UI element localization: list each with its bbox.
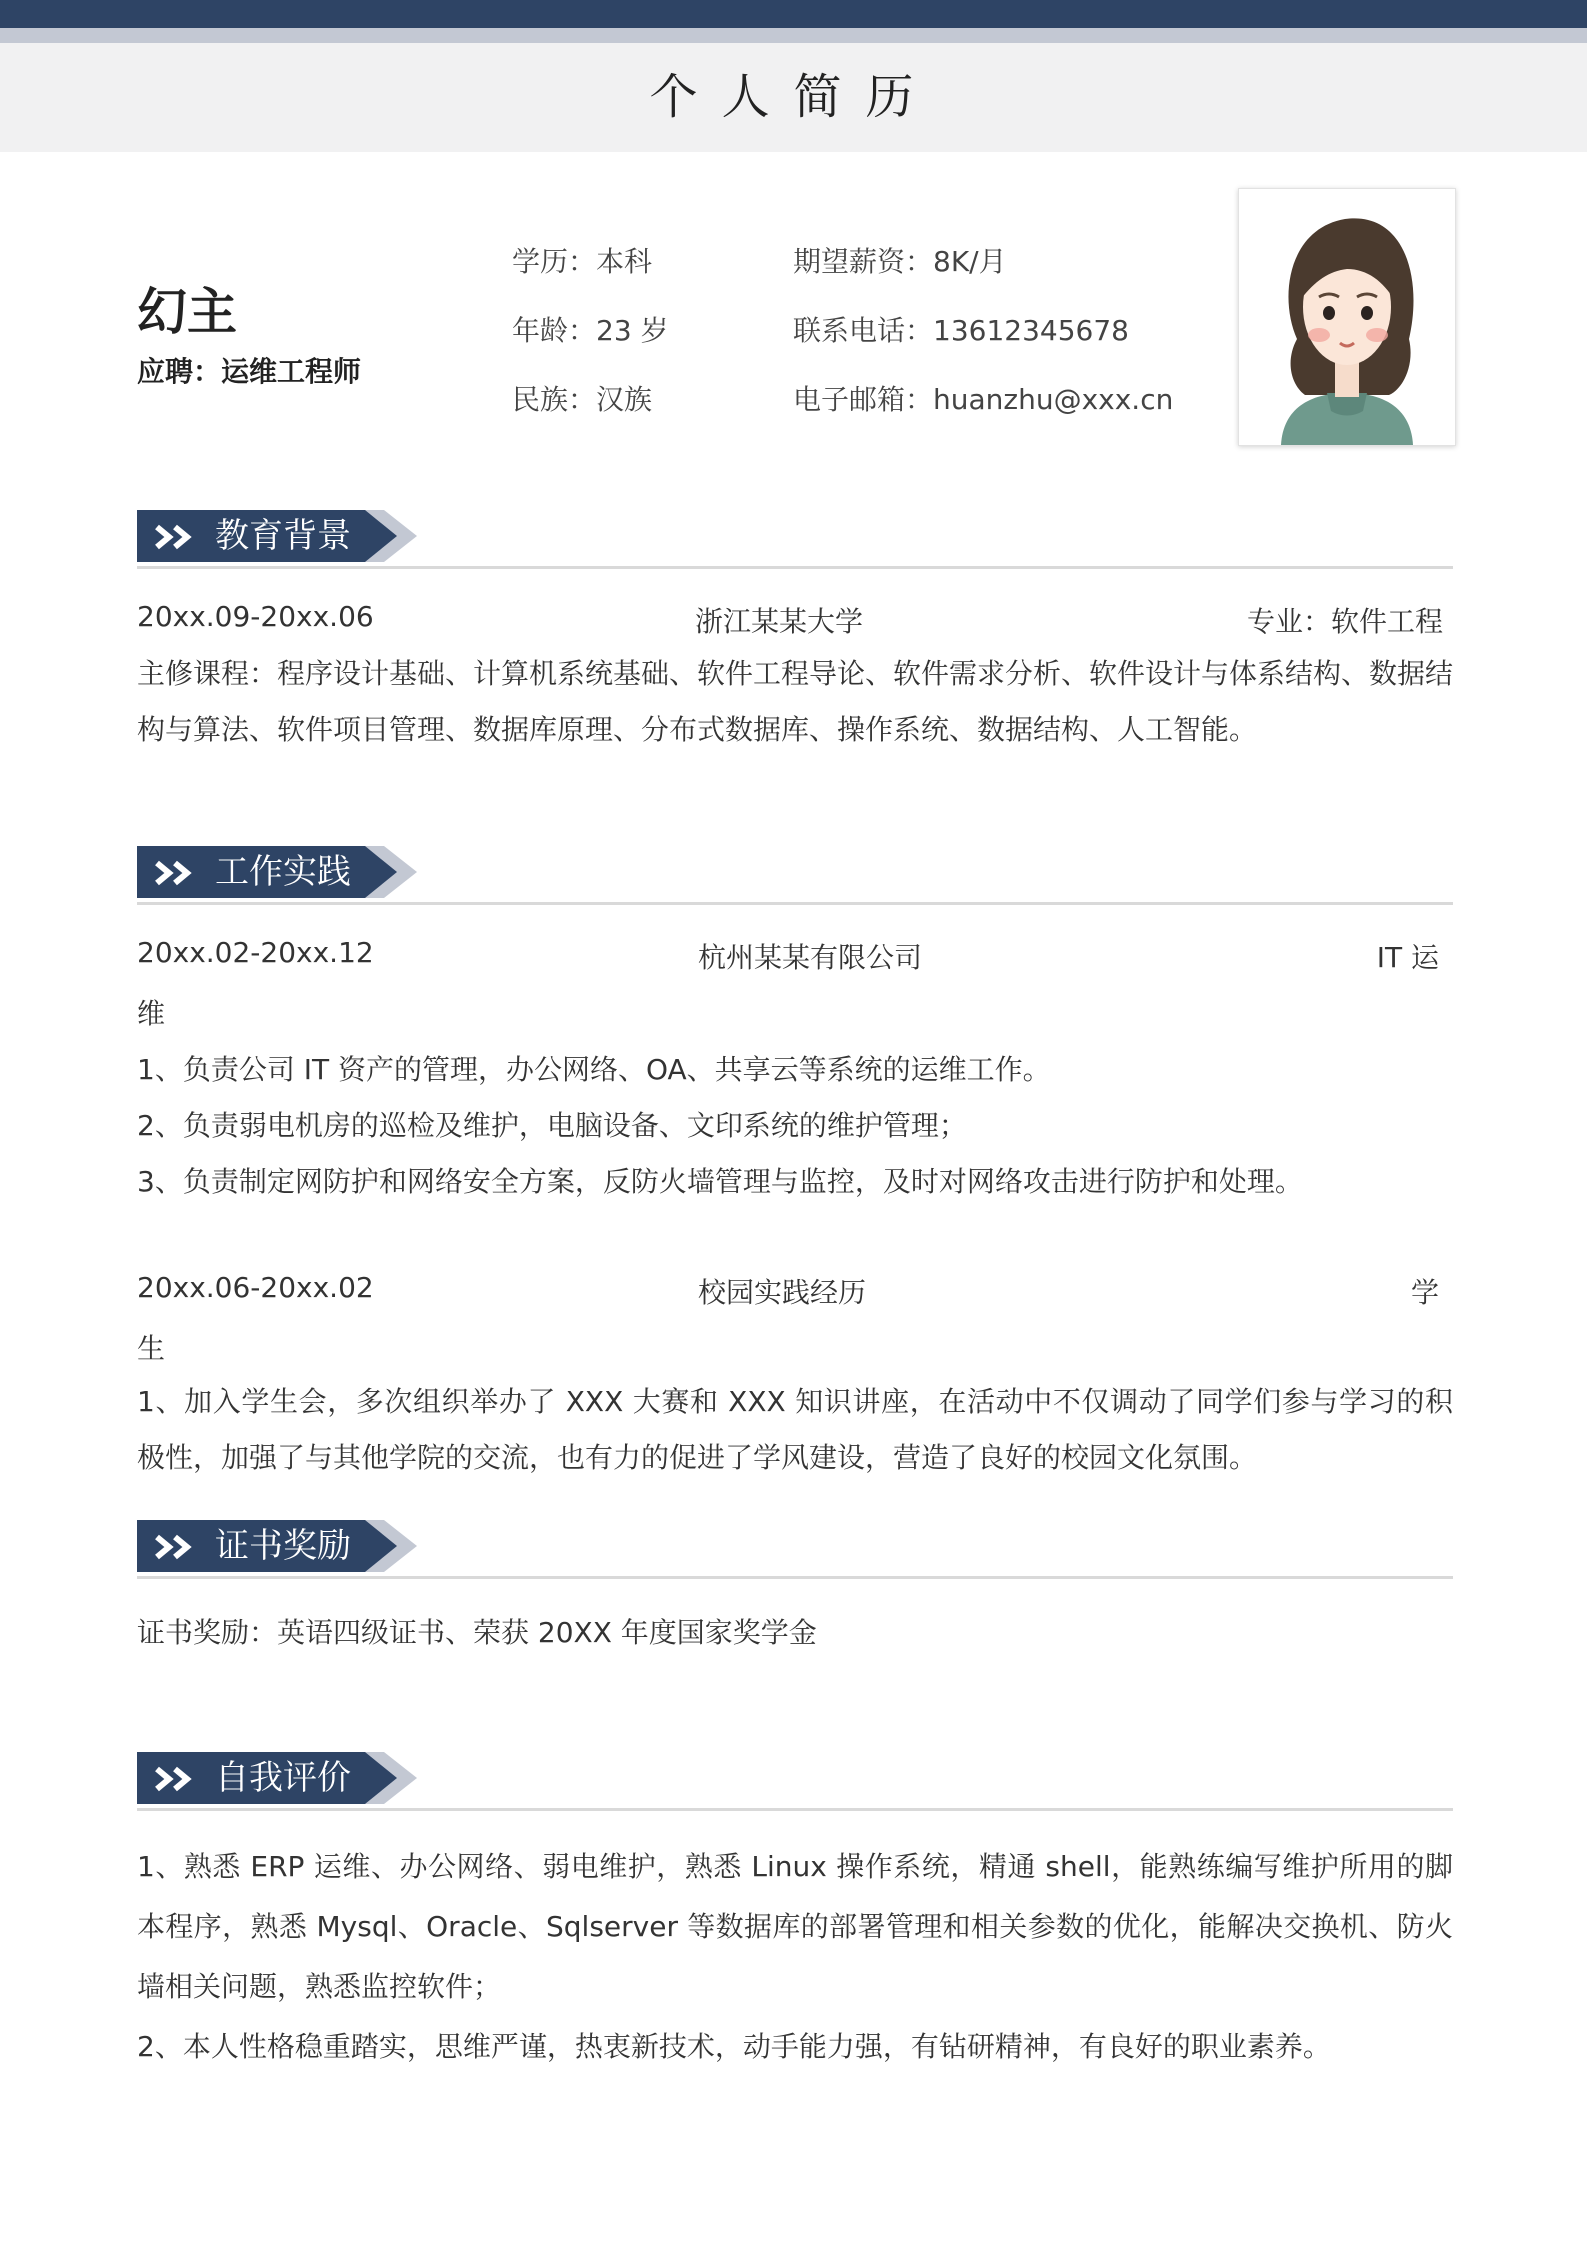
job-row: [137, 1271, 1453, 1311]
job-role: 学: [1410, 1276, 1439, 1309]
education-major: 专业：软件工程: [1246, 605, 1443, 638]
section-self-evaluation: [137, 1752, 1453, 1812]
double-chevron-right-icon: [153, 860, 199, 886]
age: 年龄：23 岁: [512, 314, 669, 347]
job-company: 校园实践经历: [698, 1276, 867, 1309]
top-stripe: [0, 28, 1587, 43]
section-divider: [137, 1808, 1453, 1811]
job-duty: 1、加入学生会，多次组织举办了 XXX 大赛和 XXX 知识讲座，在活动中不仅调动了同学们参与学习的积极性，加强了与其他学院的交流，也有力的促进了学风建设，营造了良好的校园文化氛围。: [137, 1385, 1453, 1474]
double-chevron-right-icon: [153, 1766, 199, 1792]
profile-photo: [1238, 188, 1456, 446]
section-divider: [137, 902, 1453, 905]
job-period: 20xx.06-20xx.02: [137, 1271, 374, 1304]
job-period: 20xx.02-20xx.12: [137, 936, 374, 969]
section-certificates: [137, 1520, 1453, 1580]
job-role-continued: 生: [137, 1332, 166, 1365]
job-duty: 3、负责制定网防护和网络安全方案，反防火墙管理与监控，及时对网络攻击进行防护和处理。: [137, 1165, 1303, 1198]
job-duty: 2、负责弱电机房的巡检及维护，电脑设备、文印系统的维护管理；: [137, 1109, 967, 1142]
education-row: [137, 600, 1453, 640]
page-title: 个人简历: [649, 69, 938, 125]
self-eval-item: 1、熟悉 ERP 运维、办公网络、弱电维护，熟悉 Linux 操作系统，精通 shell，能熟练编写维护所用的脚本程序，熟悉 Mysql、Oracle、Sqlserver 等数据库的部署管理和相关参数的优化，能解决交换机、防火墙相关问题，熟悉监控软件；: [137, 1850, 1453, 2003]
education-courses: 主修课程：程序设计基础、计算机系统基础、软件工程导论、软件需求分析、软件设计与体系结构、数据结构与算法、软件项目管理、数据库原理、分布式数据库、操作系统、数据结构、人工智能。: [137, 657, 1454, 746]
self-eval-item: 2、本人性格稳重踏实，思维严谨，热衷新技术，动手能力强，有钻研精神，有良好的职业素养。: [137, 2030, 1331, 2063]
title-band: [0, 43, 1587, 152]
job-company: 杭州某某有限公司: [698, 941, 923, 974]
section-title: 自我评价: [215, 1758, 351, 1798]
education-period: 20xx.09-20xx.06: [137, 600, 374, 633]
section-divider: [137, 566, 1453, 569]
double-chevron-right-icon: [153, 1534, 199, 1560]
education-level: 学历：本科: [512, 245, 653, 278]
section-title: 教育背景: [215, 516, 351, 556]
section-work: [137, 846, 1453, 906]
job-duty-clipped: [137, 1374, 1453, 1474]
ethnicity: 民族：汉族: [512, 383, 653, 416]
candidate-name: 幻主: [137, 283, 237, 341]
avatar-illustration: [1239, 189, 1455, 445]
job-row: [137, 936, 1453, 976]
phone: 联系电话：13612345678: [793, 314, 1129, 347]
section-title: 证书奖励: [215, 1526, 351, 1566]
section-divider: [137, 1576, 1453, 1579]
job-duty: 1、负责公司 IT 资产的管理，办公网络、OA、共享云等系统的运维工作。: [137, 1053, 1051, 1086]
double-chevron-right-icon: [153, 524, 199, 550]
section-education: [137, 510, 1453, 570]
job-role-continued: 维: [137, 997, 166, 1030]
section-title: 工作实践: [215, 852, 351, 892]
expected-salary: 期望薪资：8K/月: [793, 245, 1007, 278]
education-school: 浙江某某大学: [695, 605, 864, 638]
applied-position: 应聘：运维工程师: [137, 355, 362, 388]
job-role: IT 运: [1376, 941, 1439, 974]
email: 电子邮箱：huanzhu@xxx.cn: [793, 383, 1174, 416]
certificates-text: 证书奖励：英语四级证书、荣获 20XX 年度国家奖学金: [137, 1616, 817, 1649]
top-bar: [0, 0, 1587, 28]
